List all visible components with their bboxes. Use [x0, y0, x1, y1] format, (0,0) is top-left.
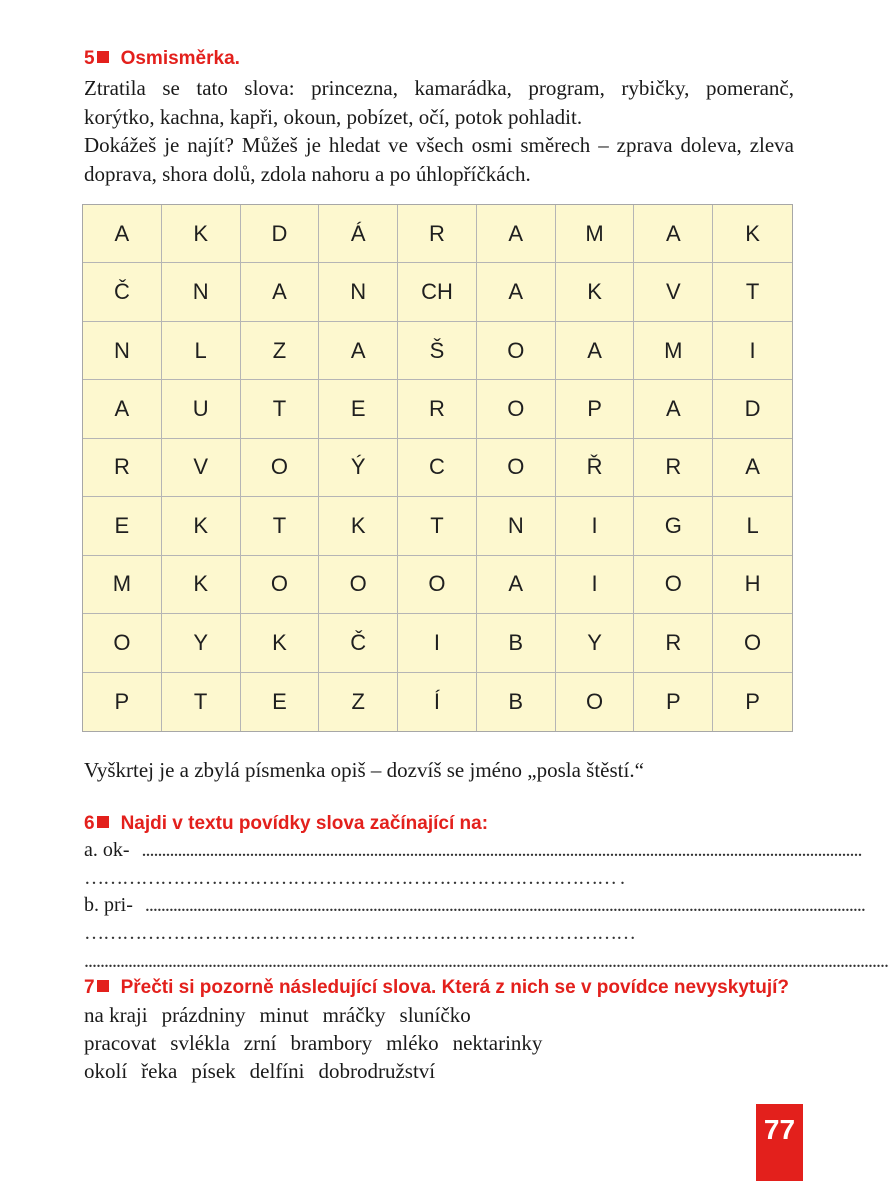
grid-cell[interactable]: T	[162, 673, 241, 731]
grid-cell[interactable]: O	[241, 556, 320, 614]
task6-title: Najdi v textu povídky slova začínající na:	[120, 813, 489, 834]
grid-cell[interactable]: G	[634, 497, 713, 555]
grid-cell[interactable]: A	[634, 380, 713, 438]
answer-line-a[interactable]	[84, 839, 862, 867]
grid-cell[interactable]: P	[556, 380, 635, 438]
grid-cell[interactable]: K	[162, 556, 241, 614]
word: brambory	[290, 1031, 373, 1055]
word: řeka	[141, 1059, 178, 1083]
task5-number: 5	[84, 48, 95, 69]
instruction-line: doprava, shora dolů, zdola nahoru a po úhlopříčkách.	[84, 161, 531, 186]
grid-cell[interactable]: R	[398, 205, 477, 263]
grid-cell[interactable]: A	[556, 322, 635, 380]
grid-cell[interactable]: R	[634, 614, 713, 672]
instruction-line: korýtko, kachna, kapři, okoun, pobízet, očí, potok pohladit.	[84, 104, 583, 129]
grid-cell[interactable]: L	[713, 497, 792, 555]
task7-number: 7	[84, 977, 95, 998]
grid-cell[interactable]: M	[556, 205, 635, 263]
grid-cell[interactable]: N	[162, 263, 241, 321]
instruction-line: Dokážeš je najít? Můžeš je hledat ve všech osmi směrech – zprava doleva, zleva	[84, 133, 794, 157]
grid-cell[interactable]: V	[634, 263, 713, 321]
grid-cell[interactable]: CH	[398, 263, 477, 321]
dotted-line: ……………………………………………………………………………	[84, 922, 635, 944]
grid-cell[interactable]: V	[162, 439, 241, 497]
grid-cell[interactable]: T	[241, 497, 320, 555]
word: sluníčko	[399, 1003, 471, 1027]
grid-cell[interactable]: E	[83, 497, 162, 555]
word: písek	[191, 1059, 236, 1083]
word: na kraji	[84, 1003, 148, 1027]
bullet-square-icon	[97, 980, 109, 992]
task5-title: Osmisměrka.	[120, 48, 240, 69]
grid-cell[interactable]: Š	[398, 322, 477, 380]
grid-cell[interactable]: I	[556, 556, 635, 614]
grid-cell[interactable]: T	[398, 497, 477, 555]
grid-cell[interactable]: C	[398, 439, 477, 497]
grid-cell[interactable]: O	[713, 614, 792, 672]
grid-cell[interactable]: O	[83, 614, 162, 672]
grid-cell[interactable]: O	[477, 439, 556, 497]
word-row	[84, 1031, 556, 1056]
dotted-line: ....................................................................................................................................................................................	[141, 839, 862, 861]
answer-line-extra[interactable]	[84, 950, 888, 978]
word: okolí	[84, 1059, 128, 1083]
grid-cell[interactable]: B	[477, 673, 556, 731]
task7-title: Přečti si pozorně následující slova. Která z nich se v povídce nevyskytují?	[120, 977, 789, 998]
grid-cell[interactable]: O	[319, 556, 398, 614]
grid-cell[interactable]: B	[477, 614, 556, 672]
grid-cell[interactable]: N	[319, 263, 398, 321]
grid-cell[interactable]: I	[556, 497, 635, 555]
grid-cell[interactable]: I	[713, 322, 792, 380]
grid-cell[interactable]: N	[477, 497, 556, 555]
grid-cell[interactable]: P	[745, 688, 760, 714]
answer-line-a-cont[interactable]	[84, 867, 790, 895]
grid-cell[interactable]: K	[241, 614, 320, 672]
task6-heading	[84, 813, 488, 835]
grid-cell[interactable]: R	[634, 439, 713, 497]
grid-cell[interactable]: K	[162, 497, 241, 555]
grid-cell[interactable]: A	[634, 205, 713, 263]
grid-cell[interactable]: L	[162, 322, 241, 380]
grid-cell[interactable]: A	[713, 439, 792, 497]
grid-cell[interactable]: K	[319, 497, 398, 555]
bullet-square-icon	[97, 51, 109, 63]
dotted-line: ………………………………………………………………………… .	[84, 867, 624, 889]
grid-cell[interactable]: A	[477, 263, 556, 321]
grid-cell[interactable]: P	[83, 673, 162, 731]
answer-line-b-cont[interactable]	[84, 922, 790, 950]
grid-cell[interactable]: O	[556, 673, 635, 731]
grid-cell[interactable]: D	[713, 380, 792, 438]
grid-cell[interactable]: A	[319, 322, 398, 380]
grid-cell[interactable]: M	[634, 322, 713, 380]
grid-cell[interactable]: I	[398, 614, 477, 672]
word: minut	[259, 1003, 309, 1027]
grid-cell[interactable]: A	[83, 205, 162, 263]
grid-cell[interactable]: Y	[162, 614, 241, 672]
word-row	[84, 1059, 449, 1084]
word: mléko	[386, 1031, 439, 1055]
grid-cell[interactable]: D	[241, 205, 320, 263]
grid-cell[interactable]: A	[477, 556, 556, 614]
task5-instructions	[84, 74, 794, 188]
grid-cell[interactable]: O	[477, 322, 556, 380]
word: nektarinky	[452, 1031, 543, 1055]
grid-cell[interactable]: Ý	[319, 439, 398, 497]
answer-label: b. pri-	[84, 894, 133, 916]
dotted-line: ....................................................................................................................................................................................	[144, 894, 865, 916]
word: delfíni	[249, 1059, 305, 1083]
grid-cell[interactable]: T	[713, 263, 792, 321]
task5-heading	[84, 48, 240, 70]
grid-cell[interactable]: A	[83, 380, 162, 438]
grid-cell[interactable]: E	[319, 380, 398, 438]
answer-line-b[interactable]	[84, 894, 865, 922]
bullet-square-icon	[97, 816, 109, 828]
instruction-line: Ztratila se tato slova: princezna, kamarádka, program, rybičky, pomeranč,	[84, 76, 794, 100]
word-search-grid	[82, 204, 793, 732]
grid-cell[interactable]: H	[713, 556, 792, 614]
grid-cell[interactable]: M	[83, 556, 162, 614]
grid-cell[interactable]: Ř	[556, 439, 635, 497]
task7-heading	[84, 977, 789, 999]
word: dobrodružství	[318, 1059, 436, 1083]
word: zrní	[243, 1031, 277, 1055]
grid-cell[interactable]: P	[634, 673, 713, 731]
grid-cell[interactable]: Z	[319, 673, 398, 731]
grid-cell[interactable]: E	[241, 673, 320, 731]
grid-cell[interactable]: K	[162, 205, 241, 263]
word: prázdniny	[161, 1003, 246, 1027]
grid-cell[interactable]: T	[241, 380, 320, 438]
grid-cell[interactable]: N	[83, 322, 162, 380]
grid-cell[interactable]: K	[713, 205, 792, 263]
grid-cell[interactable]: Í	[398, 673, 477, 731]
grid-cell[interactable]: O	[398, 556, 477, 614]
answer-label: a. ok-	[84, 839, 130, 861]
grid-cell[interactable]: R	[83, 439, 162, 497]
word: svlékla	[170, 1031, 230, 1055]
grid-cell[interactable]: O	[241, 439, 320, 497]
grid-cell[interactable]: Č	[319, 614, 398, 672]
grid-cell[interactable]: U	[162, 380, 241, 438]
grid-cell[interactable]: R	[398, 380, 477, 438]
grid-cell[interactable]: Z	[241, 322, 320, 380]
word: pracovat	[84, 1031, 157, 1055]
grid-cell[interactable]: A	[477, 205, 556, 263]
grid-cell[interactable]: A	[241, 263, 320, 321]
grid-cell[interactable]: K	[556, 263, 635, 321]
task5-outro: Vyškrtej je a zbylá písmenka opiš – dozvíš se jméno „posla štěstí.“	[84, 758, 644, 782]
page-number: 77	[763, 1114, 796, 1145]
grid-cell[interactable]: Á	[319, 205, 398, 263]
grid-cell[interactable]: O	[634, 556, 713, 614]
grid-cell[interactable]: Č	[83, 263, 162, 321]
word-row	[84, 1003, 485, 1028]
grid-cell[interactable]: Y	[556, 614, 635, 672]
word: mráčky	[322, 1003, 386, 1027]
dotted-line: .........................................................................................................................................................................................................	[84, 950, 888, 972]
grid-cell[interactable]: O	[477, 380, 556, 438]
task6-number: 6	[84, 813, 95, 834]
